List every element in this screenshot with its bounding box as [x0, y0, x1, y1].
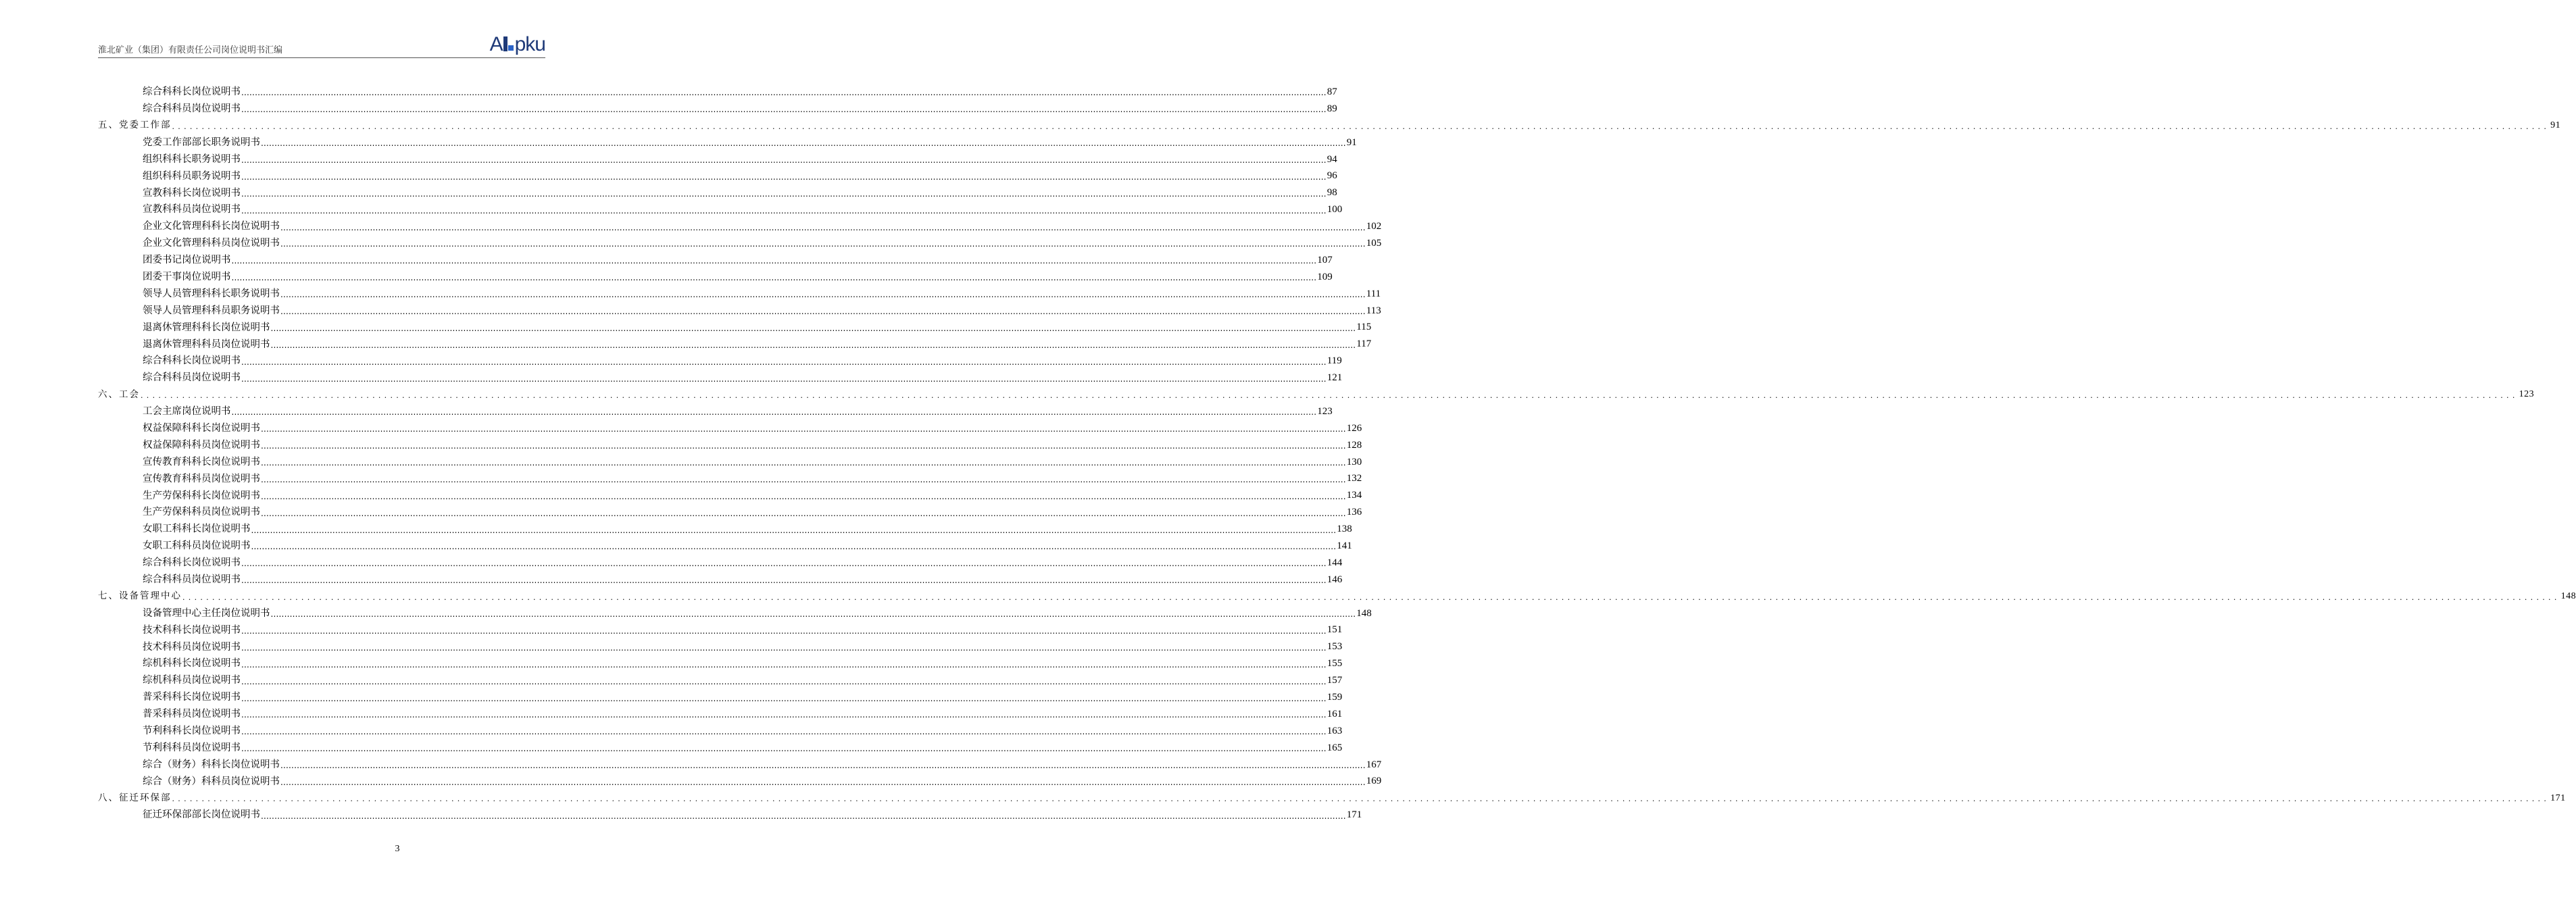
toc-leader-dots: ................................................................................................................................................................................................................................................................................................................................................................................................................ — [241, 172, 1327, 182]
toc-leader-dots: ................................................................................................................................................................................................................................................................................................................................................................................................................ — [241, 710, 1327, 720]
toc-entry-title: 宣教科科长岗位说明书 — [143, 187, 241, 199]
toc-entry-title: 普采科科长岗位说明书 — [143, 692, 241, 703]
toc-leader-dots: ................................................................................................................................................................................................................................................................................................................................................................................................................ — [280, 222, 1366, 232]
toc-entry-page: 100 — [1327, 204, 1343, 216]
toc-entry-page: 151 — [1327, 624, 1343, 636]
toc-entry-page: 171 — [1346, 809, 1362, 821]
toc-entry-page: 87 — [1327, 86, 1337, 97]
toc-entry-page: 128 — [1346, 439, 1362, 451]
toc-entry[interactable] — [98, 319, 1372, 336]
toc-entry[interactable] — [98, 504, 1362, 521]
toc-entry[interactable] — [98, 622, 1343, 639]
toc-leader-dots: ................................................................................................................................................................................................................................................................................................................................................................................................................ — [261, 491, 1346, 501]
page-header — [98, 35, 545, 58]
toc-entry[interactable] — [98, 470, 1362, 487]
toc-entry-page: 167 — [1366, 759, 1382, 770]
toc-entry-title: 企业文化管理科科长岗位说明书 — [143, 221, 280, 232]
toc-leader-dots: ................................................................................................................................................................................................................................................................................................................................................................................................................ — [261, 811, 1346, 821]
toc-entry-page: 159 — [1327, 692, 1343, 703]
toc-entry-title: 权益保障科科长岗位说明书 — [143, 423, 260, 434]
toc-entry-page: 94 — [1327, 153, 1337, 165]
toc-leader-dots: ................................................................................................................................................................................................................................................................................................................................................................................................................ — [241, 676, 1327, 686]
toc-leader-dots: ................................................................................................................................................................................................................................................................................................................................................................................................................ — [241, 357, 1327, 367]
toc-leader-dots: ................................................................................................................................................................................................................................................................................................................................................................................................................ — [280, 307, 1366, 317]
toc-entry[interactable] — [98, 605, 1372, 622]
toc-entry-title: 八、征迁环保部 — [98, 792, 172, 804]
toc-leader-dots: ................................................................................................................................................................................................................................................................................................................................................................................................................ — [241, 727, 1327, 737]
toc-leader-dots: ................................................................................................................................................................................................................................................................................................................................................................................................................ — [241, 155, 1327, 165]
toc-entry-title: 七、设备管理中心 — [98, 590, 182, 602]
toc-entry-title: 组织科科长职务说明书 — [143, 153, 241, 165]
toc-entry-page: 123 — [2519, 389, 2535, 400]
toc-leader-dots: ................................................................................................................................................................................................................................................................................................................................................................................................................ — [241, 559, 1327, 569]
toc-entry[interactable] — [98, 672, 1343, 689]
toc-entry-title: 团委干事岗位说明书 — [143, 271, 231, 282]
toc-entry-page: 153 — [1327, 641, 1343, 653]
toc-entry-title: 节利科科长岗位说明书 — [143, 726, 241, 737]
toc-entry-page: 123 — [1317, 405, 1333, 417]
toc-leader-dots: ................................................................................................................................................................................................................................................................................................................................................................................................................ — [241, 105, 1327, 115]
toc-entry-title: 宣传教育科科长岗位说明书 — [143, 456, 260, 468]
toc-entry[interactable] — [98, 218, 1382, 235]
toc-leader-dots: ................................................................................................................................................................................................................................................................................................................................................................................................................ — [241, 88, 1327, 98]
toc-section-entry[interactable] — [98, 790, 2566, 807]
toc-section-entry[interactable] — [98, 386, 2535, 403]
toc-entry-title: 综机科科员岗位说明书 — [143, 675, 241, 686]
toc-entry-page: 148 — [1356, 607, 1372, 619]
toc-leader-dots: ................................................................................................................................................................................................................................................................................................................................................................................................................ — [182, 592, 2560, 602]
toc-leader-dots: ................................................................................................................................................................................................................................................................................................................................................................................................................ — [261, 441, 1346, 451]
toc-entry-page: 141 — [1337, 540, 1352, 551]
toc-entry-title: 综合科科长岗位说明书 — [143, 557, 241, 569]
toc-entry-page: 163 — [1327, 725, 1343, 736]
toc-entry-title: 团委书记岗位说明书 — [143, 255, 231, 266]
toc-entry-title: 综机科科长岗位说明书 — [143, 658, 241, 670]
toc-entry[interactable] — [98, 168, 1337, 184]
toc-entry-title: 退离休管理科科长岗位说明书 — [143, 322, 270, 333]
toc-entry-page: 117 — [1356, 338, 1372, 350]
toc-entry-page: 146 — [1327, 574, 1343, 585]
toc-entry[interactable] — [98, 689, 1343, 706]
toc-entry[interactable] — [98, 269, 1333, 286]
toc-entry-page: 155 — [1327, 658, 1343, 670]
toc-entry-page: 91 — [1346, 136, 1357, 148]
toc-entry[interactable] — [98, 403, 1333, 420]
toc-entry-title: 技术科科长岗位说明书 — [143, 624, 241, 636]
toc-leader-dots: ................................................................................................................................................................................................................................................................................................................................................................................................................ — [261, 474, 1346, 484]
toc-entry[interactable] — [98, 201, 1343, 218]
toc-entry-title: 宣教科科员岗位说明书 — [143, 204, 241, 216]
toc-entry-title: 五、党委工作部 — [98, 120, 172, 131]
toc-leader-dots: ................................................................................................................................................................................................................................................................................................................................................................................................................ — [241, 744, 1327, 754]
toc-entry[interactable] — [98, 774, 1382, 790]
toc-entry-page: 144 — [1327, 557, 1343, 568]
toc-leader-dots: ................................................................................................................................................................................................................................................................................................................................................................................................................ — [241, 659, 1327, 670]
toc-entry-title: 征迁环保部部长岗位说明书 — [143, 809, 260, 821]
toc-entry-page: 165 — [1327, 742, 1343, 753]
toc-entry-page: 121 — [1327, 372, 1343, 384]
toc-entry-title: 组织科科员职务说明书 — [143, 170, 241, 182]
toc-entry-title: 综合科科长岗位说明书 — [143, 86, 241, 98]
toc-leader-dots: ................................................................................................................................................................................................................................................................................................................................................................................................................ — [280, 761, 1366, 771]
toc-entry-title: 生产劳保科科员岗位说明书 — [143, 507, 260, 518]
toc-leader-dots: ................................................................................................................................................................................................................................................................................................................................................................................................................ — [231, 256, 1317, 266]
toc-leader-dots: ................................................................................................................................................................................................................................................................................................................................................................................................................ — [231, 273, 1317, 283]
toc-entry[interactable] — [98, 655, 1343, 672]
toc-entry-title: 节利科科员岗位说明书 — [143, 742, 241, 753]
toc-leader-dots: ................................................................................................................................................................................................................................................................................................................................................................................................................ — [280, 290, 1366, 300]
toc-entry[interactable] — [98, 757, 1382, 774]
toc-entry-title: 工会主席岗位说明书 — [143, 406, 231, 418]
logo-bar-glyph — [503, 36, 507, 51]
toc-entry-title: 设备管理中心主任岗位说明书 — [143, 607, 270, 619]
toc-entry-title: 技术科科员岗位说明书 — [143, 641, 241, 653]
toc-leader-dots: ................................................................................................................................................................................................................................................................................................................................................................................................................ — [261, 138, 1346, 149]
toc-entry-page: 98 — [1327, 187, 1337, 199]
toc-entry[interactable] — [98, 184, 1337, 201]
toc-entry-page: 161 — [1327, 708, 1343, 720]
toc-leader-dots: ................................................................................................................................................................................................................................................................................................................................................................................................................ — [241, 693, 1327, 703]
toc-entry[interactable] — [98, 740, 1343, 757]
logo-square-glyph — [508, 45, 514, 51]
toc-entry-title: 领导人员管理科科员职务说明书 — [143, 305, 280, 316]
toc-leader-dots: ................................................................................................................................................................................................................................................................................................................................................................................................................ — [270, 609, 1356, 620]
toc-leader-dots: ................................................................................................................................................................................................................................................................................................................................................................................................................ — [261, 508, 1346, 518]
toc-leader-dots: ................................................................................................................................................................................................................................................................................................................................................................................................................ — [172, 794, 2550, 804]
toc-entry-page: 119 — [1327, 355, 1342, 367]
toc-entry-title: 六、工会 — [98, 388, 140, 400]
company-logo: A pku — [489, 33, 545, 55]
toc-entry-title: 企业文化管理科科员岗位说明书 — [143, 238, 280, 249]
toc-leader-dots: ................................................................................................................................................................................................................................................................................................................................................................................................................ — [241, 374, 1327, 384]
toc-entry-title: 综合科科员岗位说明书 — [143, 103, 241, 115]
toc-entry[interactable] — [98, 151, 1337, 168]
toc-entry-page: 89 — [1327, 103, 1337, 114]
toc-entry-title: 女职工科科员岗位说明书 — [143, 540, 251, 552]
toc-entry-title: 退离休管理科科员岗位说明书 — [143, 338, 270, 350]
toc-entry-title: 综合（财务）科科长岗位说明书 — [143, 759, 280, 770]
document-title: 淮北矿业（集团）有限责任公司岗位说明书汇编 — [98, 45, 283, 55]
toc-entry-page: 138 — [1337, 524, 1352, 535]
toc-entry-page: 136 — [1346, 507, 1362, 518]
toc-entry-page: 102 — [1366, 221, 1382, 232]
toc-entry-page: 157 — [1327, 675, 1343, 686]
toc-entry-page: 107 — [1317, 254, 1333, 266]
toc-leader-dots: ................................................................................................................................................................................................................................................................................................................................................................................................................ — [172, 122, 2550, 131]
toc-entry[interactable] — [98, 134, 1357, 151]
toc-entry[interactable] — [98, 538, 1352, 555]
toc-entry[interactable] — [98, 101, 1337, 118]
toc-entry-page: 111 — [1366, 288, 1381, 299]
toc-entry-page: 132 — [1346, 473, 1362, 484]
toc-entry-page: 126 — [1346, 422, 1362, 434]
toc-entry[interactable] — [98, 235, 1382, 252]
toc-entry-title: 综合（财务）科科员岗位说明书 — [143, 776, 280, 787]
toc-entry-title: 领导人员管理科科长职务说明书 — [143, 288, 280, 299]
toc-entry-page: 96 — [1327, 170, 1337, 182]
toc-entry-page: 169 — [1366, 776, 1382, 787]
toc-entry-page: 148 — [2560, 591, 2576, 602]
toc-entry[interactable] — [98, 84, 1337, 101]
toc-entry[interactable] — [98, 303, 1381, 320]
toc-entry[interactable] — [98, 706, 1343, 723]
toc-leader-dots: ................................................................................................................................................................................................................................................................................................................................................................................................................ — [241, 205, 1327, 216]
toc-leader-dots: ................................................................................................................................................................................................................................................................................................................................................................................................................ — [241, 576, 1327, 586]
toc-entry[interactable] — [98, 286, 1381, 303]
toc-leader-dots: ................................................................................................................................................................................................................................................................................................................................................................................................................ — [241, 188, 1327, 199]
toc-entry-title: 女职工科科长岗位说明书 — [143, 524, 251, 535]
toc-entry-page: 105 — [1366, 237, 1382, 249]
toc-leader-dots: ................................................................................................................................................................................................................................................................................................................................................................................................................ — [280, 777, 1366, 787]
toc-leader-dots: ................................................................................................................................................................................................................................................................................................................................................................................................................ — [251, 525, 1337, 535]
toc-leader-dots: ................................................................................................................................................................................................................................................................................................................................................................................................................ — [241, 626, 1327, 636]
toc-entry[interactable] — [98, 807, 1362, 824]
toc-leader-dots: ................................................................................................................................................................................................................................................................................................................................................................................................................ — [251, 542, 1337, 552]
toc-leader-dots: ................................................................................................................................................................................................................................................................................................................................................................................................................ — [231, 407, 1317, 418]
toc-section-entry[interactable] — [98, 118, 2561, 134]
toc-entry-title: 权益保障科科员岗位说明书 — [143, 439, 260, 451]
toc-entry-title: 普采科科员岗位说明书 — [143, 709, 241, 720]
toc-leader-dots: ................................................................................................................................................................................................................................................................................................................................................................................................................ — [261, 458, 1346, 468]
toc-entry[interactable] — [98, 555, 1343, 572]
toc-entry-page: 134 — [1346, 490, 1362, 501]
toc-entry-title: 宣传教育科科员岗位说明书 — [143, 473, 260, 484]
toc-section-entry[interactable] — [98, 588, 2576, 605]
toc-leader-dots: ................................................................................................................................................................................................................................................................................................................................................................................................................ — [270, 340, 1356, 350]
toc-entry[interactable] — [98, 420, 1362, 437]
toc-entry[interactable] — [98, 437, 1362, 454]
toc-entry-title: 综合科科员岗位说明书 — [143, 372, 241, 384]
toc-entry-page: 171 — [2550, 792, 2566, 803]
toc-entry-page: 113 — [1366, 305, 1381, 316]
toc-entry[interactable] — [98, 487, 1362, 504]
toc-leader-dots: ................................................................................................................................................................................................................................................................................................................................................................................................................ — [270, 323, 1356, 333]
toc-entry-page: 130 — [1346, 456, 1362, 468]
toc-entry[interactable] — [98, 521, 1352, 538]
toc-entry[interactable] — [98, 370, 1343, 386]
table-of-contents — [98, 84, 2576, 824]
toc-entry-page: 109 — [1317, 271, 1333, 282]
toc-leader-dots: ................................................................................................................................................................................................................................................................................................................................................................................................................ — [261, 424, 1346, 434]
toc-entry-page: 91 — [2550, 120, 2561, 131]
toc-leader-dots: ................................................................................................................................................................................................................................................................................................................................................................................................................ — [241, 642, 1327, 653]
toc-entry[interactable] — [98, 572, 1343, 588]
header-rule — [98, 57, 545, 58]
toc-entry-title: 生产劳保科科长岗位说明书 — [143, 490, 260, 501]
toc-entry-title: 党委工作部部长职务说明书 — [143, 136, 260, 148]
toc-entry[interactable] — [98, 723, 1343, 740]
toc-entry-page: 115 — [1356, 322, 1372, 333]
toc-entry[interactable] — [98, 353, 1342, 370]
toc-entry-title: 综合科科员岗位说明书 — [143, 574, 241, 586]
toc-leader-dots: ................................................................................................................................................................................................................................................................................................................................................................................................................ — [141, 390, 2519, 400]
toc-entry-title: 综合科科长岗位说明书 — [143, 355, 241, 367]
toc-entry[interactable] — [98, 454, 1362, 471]
toc-entry[interactable] — [98, 638, 1343, 655]
page-number: 3 — [395, 844, 400, 854]
toc-entry[interactable] — [98, 252, 1333, 269]
toc-leader-dots: ................................................................................................................................................................................................................................................................................................................................................................................................................ — [280, 239, 1366, 249]
toc-entry[interactable] — [98, 336, 1372, 353]
